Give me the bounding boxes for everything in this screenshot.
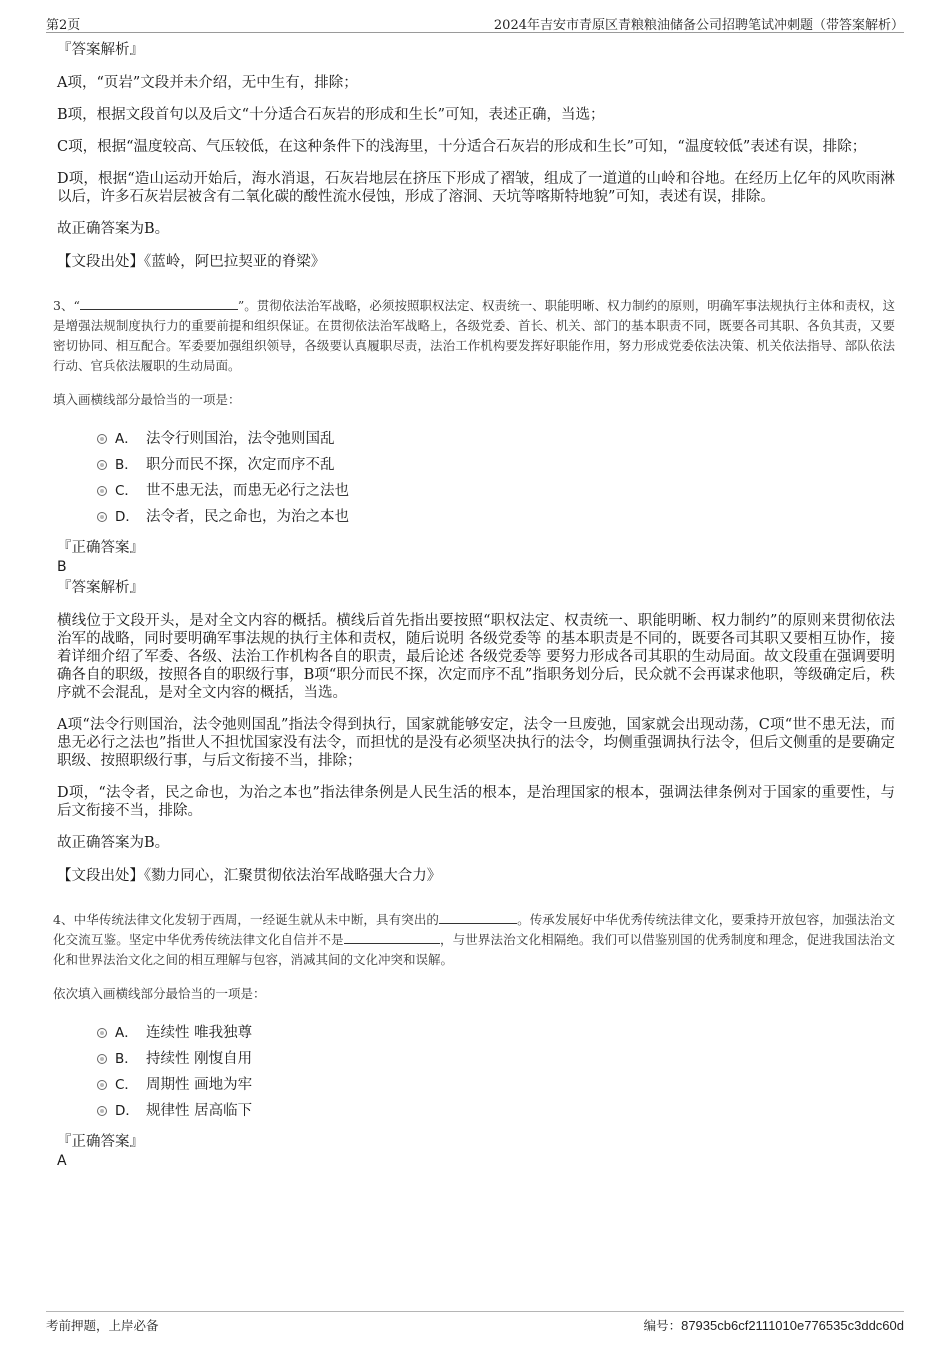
option-d[interactable] <box>97 504 895 530</box>
radio-icon[interactable] <box>97 512 107 522</box>
question-4-text: 4、中华传统法律文化发轫于西周，一经诞生就从未中断，具有突出的 <box>53 912 440 927</box>
option-c[interactable] <box>97 1072 895 1098</box>
analysis-paragraph: C项，根据“温度较高、气压较低，在这种条件下的浅海里，十分适合石灰岩的形成和生长”可知，“温度较低”表述有误，排除； <box>57 139 867 155</box>
question-4-text: 。传承发展好中华优秀传统法律文化，要秉持开放包容，加强法治文化交流互鉴。坚定中华优秀传统法律文化自信并不是 <box>53 912 895 947</box>
option-letter: D． <box>115 1103 139 1119</box>
document-title: 2024年吉安市青原区青粮粮油储备公司招聘笔试冲刺题（带答案解析） <box>493 18 904 33</box>
option-text: 持续性 刚愎自用 <box>146 1051 253 1067</box>
question-4-options <box>97 1020 895 1124</box>
correct-answer-label: 『正确答案』 <box>57 540 144 556</box>
passage-source: 【文段出处】《勠力同心，汇聚贯彻依法治军战略强大合力》 <box>57 868 442 884</box>
question-3-number: 3、“ <box>53 298 80 313</box>
fill-blank <box>439 911 517 924</box>
option-b[interactable] <box>97 1046 895 1072</box>
code-value: 87935cb6cf2111010e776535c3ddc60d <box>681 1318 904 1333</box>
analysis-paragraph: A项，“页岩”文段并未介绍，无中生有，排除； <box>57 75 358 91</box>
question-4-stem <box>53 910 895 970</box>
option-a[interactable] <box>97 426 895 452</box>
correct-answer: B <box>57 559 67 575</box>
page-number: 第2页 <box>46 18 81 33</box>
analysis-label: 『答案解析』 <box>57 580 144 596</box>
correct-answer-label: 『正确答案』 <box>57 1134 144 1150</box>
question-4-prompt: 依次填入画横线部分最恰当的一项是： <box>53 986 266 1001</box>
answer-conclusion: 故正确答案为B。 <box>57 221 170 237</box>
option-c[interactable] <box>97 478 895 504</box>
analysis-paragraph: D项，“法令者，民之命也，为治之本也”指法律条例是人民生活的根本，是治理国家的根本，强调法律条例对于国家的重要性，与后文衔接不当，排除。 <box>57 785 895 819</box>
radio-icon[interactable] <box>97 486 107 496</box>
page-content <box>53 40 895 1172</box>
footer-slogan: 考前押题，上岸必备 <box>46 1318 159 1333</box>
document-code <box>644 1316 904 1334</box>
option-letter: A． <box>115 1025 138 1041</box>
analysis-label: 『答案解析』 <box>57 42 144 58</box>
option-text: 连续性 唯我独尊 <box>146 1025 253 1041</box>
option-letter: C． <box>115 1077 138 1093</box>
option-text: 规律性 居高临下 <box>146 1103 253 1119</box>
page-footer <box>46 1311 904 1336</box>
code-label: 编号： <box>643 1318 682 1333</box>
option-letter: D． <box>115 509 139 525</box>
option-letter: B． <box>115 1051 138 1067</box>
option-letter: A． <box>115 431 138 447</box>
option-d[interactable] <box>97 1098 895 1124</box>
radio-icon[interactable] <box>97 1054 107 1064</box>
option-letter: C． <box>115 483 138 499</box>
correct-answer: A <box>57 1153 67 1169</box>
option-text: 世不患无法，而患无必行之法也 <box>146 483 349 499</box>
radio-icon[interactable] <box>97 1106 107 1116</box>
fill-blank <box>80 297 238 310</box>
analysis-paragraph: D项，根据“造山运动开始后，海水消退，石灰岩地层在挤压下形成了褶皱，组成了一道道的山岭和谷地。在经历上亿年的风吹雨淋以后，许多石灰岩层被含有二氧化碳的酸性流水侵蚀，形成了溶洞、天坑等喀斯特地貌”可知，表述有误，排除。 <box>57 171 895 205</box>
radio-icon[interactable] <box>97 460 107 470</box>
question-3-text: ”。贯彻依法治军战略，必须按照职权法定、权责统一、职能明晰、权力制约的原则，明确军事法规执行主体和责权，这是增强法规制度执行力的重要前提和组织保证。在贯彻依法治军战略上，各级党委、首长、机关、部门的基本职责不同，既要各司其职、各负其责，又要密切协同、相互配合。军委要加强组织领导，各级要认真履职尽责，法治工作机构要发挥好职能作用，努力形成党委依法决策、机关依法指导、部队依法行动、官兵依法履职的生动局面。 <box>53 298 895 373</box>
question-3-options <box>97 426 895 530</box>
question-3-stem <box>53 296 895 376</box>
answer-conclusion: 故正确答案为B。 <box>57 835 170 851</box>
analysis-paragraph: 横线位于文段开头，是对全文内容的概括。横线后首先指出要按照“职权法定、权责统一、职能明晰、权力制约”的原则来贯彻依法治军的战略，同时要明确军事法规的执行主体和责权，随后说明 各级党委等 的基本职责是不同的，既要各司其职又要相互协作，接着详细介绍了军委、各级、法治工作机构各自的职责，最后论述 各级党委等 要努力形成各司其职的生动局面。故文段重在强调要明确各自的职级，按照各自的职级行事，B项“职分而民不探，次定而序不乱”指职务划分后，民众就不会再谋求他职，等级确定后，秩序就不会混乱，是对全文内容的概括，当选。 <box>57 613 895 701</box>
fill-blank <box>344 931 440 944</box>
analysis-paragraph: A项“法令行则国治，法令弛则国乱”指法令得到执行，国家就能够安定，法令一旦废弛，国家就会出现动荡，C项“世不患无法，而患无必行之法也”指世人不担忧国家没有法令，而担忧的是没有必须坚决执行的法令，均侧重强调执行法令，但后文侧重的是要确定职级、按照职级行事，与后文衔接不当，排除； <box>57 717 895 769</box>
question-3-prompt: 填入画横线部分最恰当的一项是： <box>53 392 241 407</box>
radio-icon[interactable] <box>97 1028 107 1038</box>
option-letter: B． <box>115 457 138 473</box>
option-b[interactable] <box>97 452 895 478</box>
option-text: 职分而民不探，次定而序不乱 <box>146 457 335 473</box>
option-text: 法令者，民之命也，为治之本也 <box>146 509 349 525</box>
option-a[interactable] <box>97 1020 895 1046</box>
question-4-text: ，与世界法治文化相隔绝。我们可以借鉴别国的优秀制度和理念，促进我国法治文化和世界法治文化之间的相互理解与包容，消减其间的文化冲突和误解。 <box>53 932 895 967</box>
radio-icon[interactable] <box>97 434 107 444</box>
analysis-paragraph: B项，根据文段首句以及后文“十分适合石灰岩的形成和生长”可知，表述正确，当选； <box>57 107 605 123</box>
option-text: 法令行则国治，法令弛则国乱 <box>146 431 335 447</box>
option-text: 周期性 画地为牢 <box>146 1077 253 1093</box>
radio-icon[interactable] <box>97 1080 107 1090</box>
passage-source: 【文段出处】《蓝岭，阿巴拉契亚的脊梁》 <box>57 254 326 270</box>
page-header <box>46 12 904 33</box>
